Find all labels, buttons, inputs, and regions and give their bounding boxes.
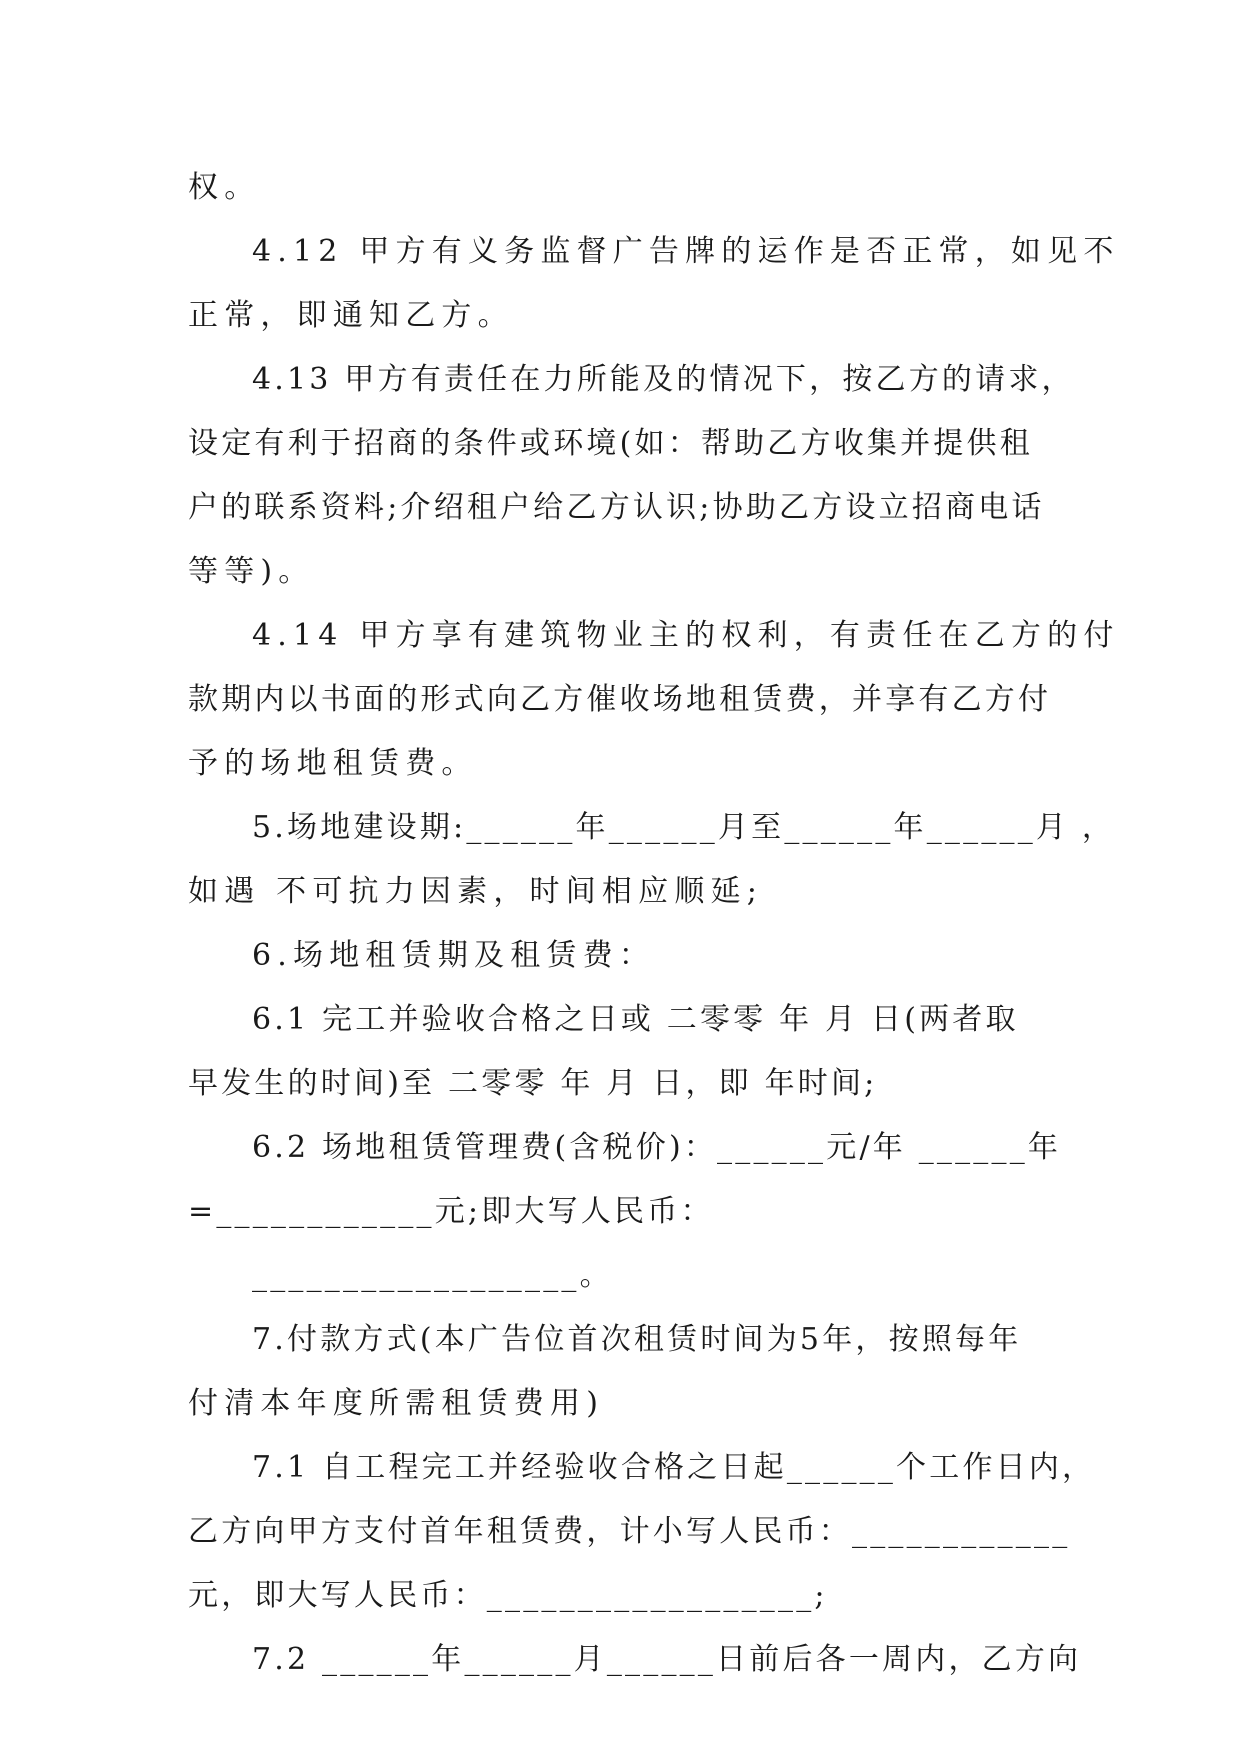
text-line: 设定有利于招商的条件或环境(如：帮助乙方收集并提供租 [188,426,1033,461]
text-line: __________________。 [252,1258,613,1293]
text-line: 予的场地租赁费。 [188,746,478,781]
clause-6: 6.场地租赁期及租赁费： [252,938,656,973]
text-line: 户的联系资料;介绍租户给乙方认识;协助乙方设立招商电话 [188,490,1045,525]
clause-6-2: 6.2 场地租赁管理费(含税价)：______元/年 ______年 [252,1130,1062,1165]
text-line: 如遇 不可抗力因素，时间相应顺延; [188,874,764,909]
text-line: 等等)。 [188,554,315,589]
document-body [188,156,1120,1692]
text-line: 元，即大写人民币：__________________; [188,1578,828,1613]
text-line: =____________元;即大写人民币： [188,1194,714,1229]
clause-4-13: 4.13 甲方有责任在力所能及的情况下，按乙方的请求， [252,362,1075,397]
text-line: 乙方向甲方支付首年租赁费，计小写人民币：____________ [188,1514,1071,1549]
clause-7-1: 7.1 自工程完工并经验收合格之日起______个工作日内， [252,1450,1096,1485]
clause-5: 5.场地建设期:______年______月至______年______月 ， [252,810,1116,845]
clause-7-2: 7.2 ______年______月______日前后各一周内，乙方向 [252,1642,1082,1677]
text-line: 款期内以书面的形式向乙方催收场地租赁费，并享有乙方付 [188,682,1052,717]
clause-6-1: 6.1 完工并验收合格之日或 二零零 年 月 日(两者取 [252,1002,1019,1037]
clause-4-14: 4.14 甲方享有建筑物业主的权利，有责任在乙方的付 [252,618,1120,653]
text-line: 早发生的时间)至 二零零 年 月 日，即 年时间; [188,1066,878,1101]
clause-7: 7.付款方式(本广告位首次租赁时间为5年，按照每年 [252,1322,1022,1357]
text-line: 付清本年度所需租赁费用) [188,1386,605,1421]
text-line: 权。 [188,170,261,205]
text-line: 正常，即通知乙方。 [188,298,514,333]
clause-4-12: 4.12 甲方有义务监督广告牌的运作是否正常，如见不 [252,234,1120,269]
